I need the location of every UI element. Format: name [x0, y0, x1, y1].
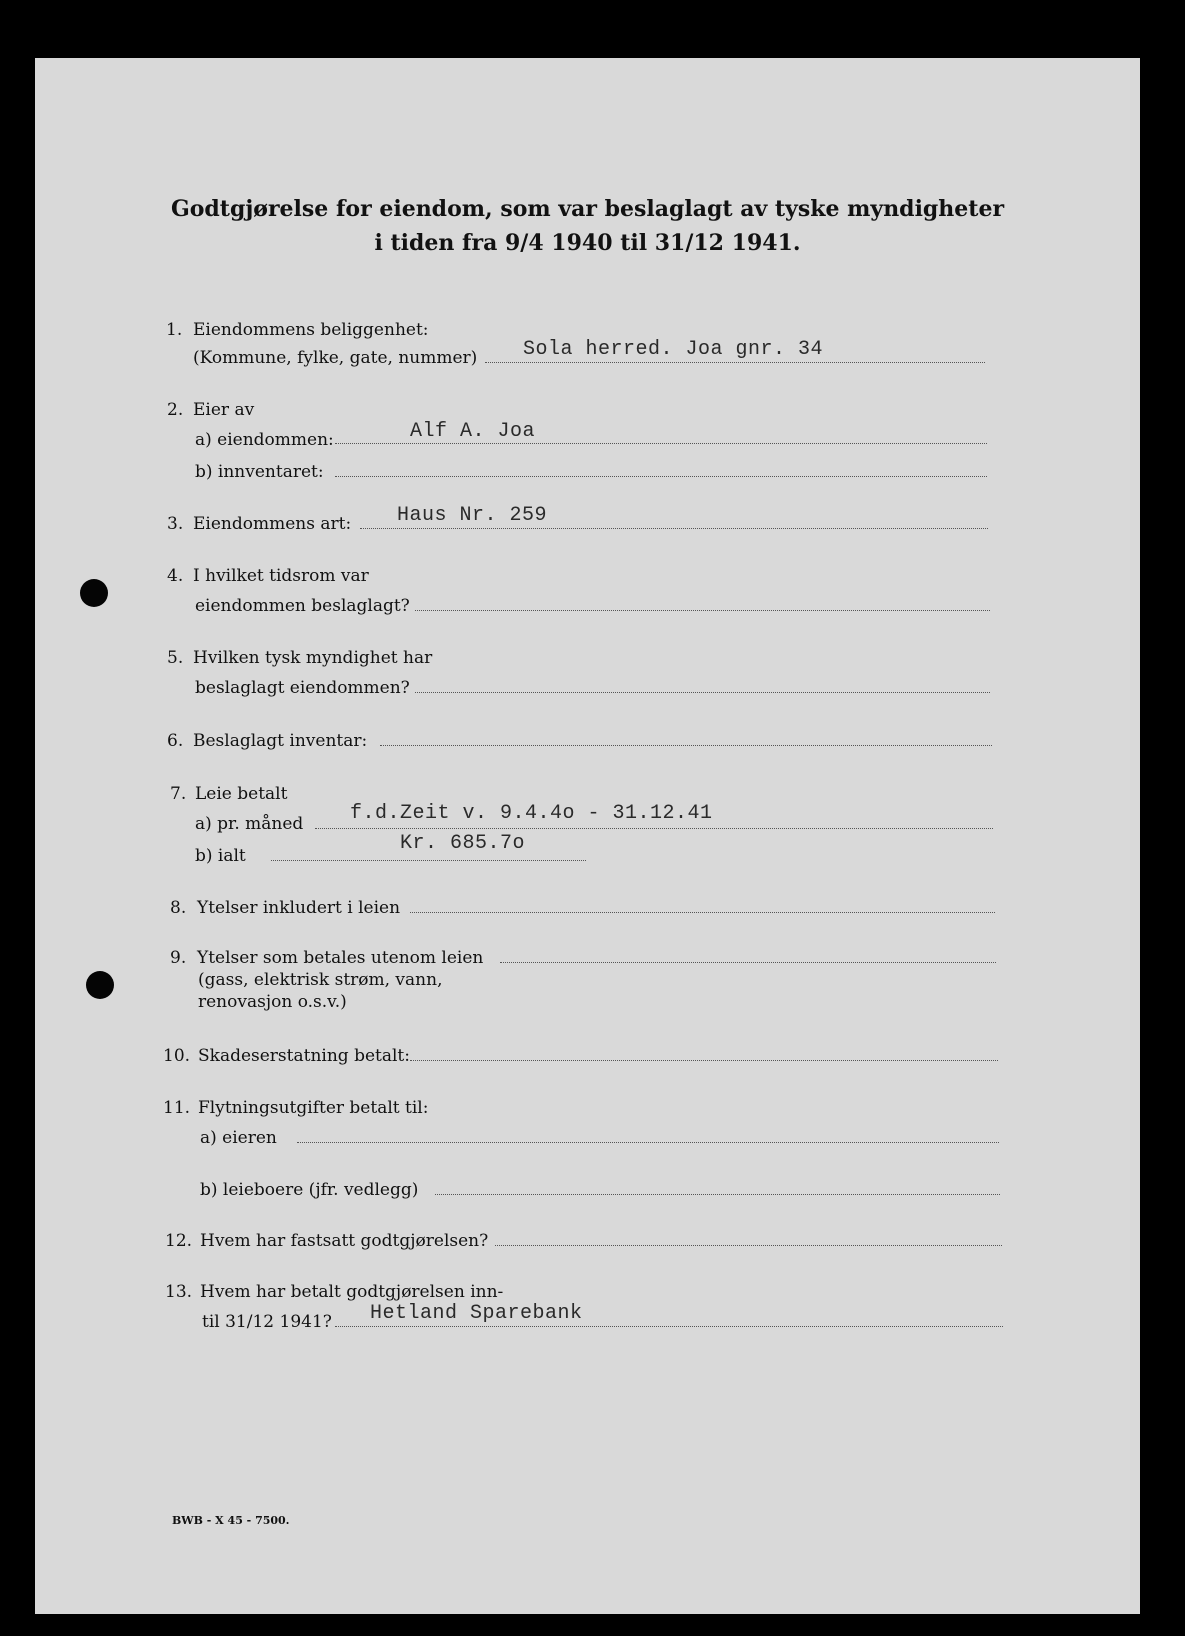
q13-number: 13.: [165, 1282, 193, 1302]
print-code: BWB - X 45 - 7500.: [172, 1514, 290, 1527]
q11-label: Flytningsutgifter betalt til:: [198, 1098, 429, 1118]
q7b-answer-line: [271, 860, 586, 861]
q3-answer-line: [360, 528, 988, 529]
punch-hole-upper: [80, 579, 108, 607]
q11b-answer-line: [435, 1194, 1000, 1195]
q5-answer-line: [415, 692, 990, 693]
q2b-answer-line: [335, 476, 987, 477]
q3-label: Eiendommens art:: [193, 514, 352, 534]
q11-number: 11.: [163, 1098, 191, 1118]
q10-answer-line: [410, 1060, 998, 1061]
q5-sublabel: beslaglagt eiendommen?: [195, 678, 410, 698]
q8-label: Ytelser inkludert i leien: [197, 898, 401, 918]
q13-answer-line: [335, 1326, 1003, 1327]
q1-label: Eiendommens beliggenhet:: [193, 320, 429, 340]
q7b-answer: Kr. 685.7o: [400, 832, 526, 855]
q9-number: 9.: [170, 948, 187, 968]
q6-number: 6.: [167, 731, 184, 751]
q12-label: Hvem har fastsatt godtgjørelsen?: [200, 1231, 489, 1251]
q12-number: 12.: [165, 1231, 193, 1251]
q4-label: I hvilket tidsrom var: [193, 566, 369, 586]
q10-number: 10.: [163, 1046, 191, 1066]
q1-answer-line: [485, 362, 985, 363]
q9-sublabel-2: renovasjon o.s.v.): [198, 992, 347, 1012]
q1-answer: Sola herred. Joa gnr. 34: [523, 338, 824, 361]
q10-label: Skadeserstatning betalt:: [198, 1046, 410, 1066]
q7a-label: a) pr. måned: [195, 814, 304, 834]
q7a-answer-line: [315, 828, 993, 829]
q9-label: Ytelser som betales utenom leien: [197, 948, 484, 968]
q2-number: 2.: [167, 400, 184, 420]
q4-sublabel: eiendommen beslaglagt?: [195, 596, 410, 616]
q11b-label: b) leieboere (jfr. vedlegg): [200, 1180, 419, 1200]
form-sheet: [35, 58, 1140, 1614]
q11a-answer-line: [297, 1142, 999, 1143]
q1-number: 1.: [166, 320, 183, 340]
q11a-label: a) eieren: [200, 1128, 277, 1148]
q4-number: 4.: [167, 566, 184, 586]
form-title-line2: i tiden fra 9/4 1940 til 31/12 1941.: [374, 230, 801, 256]
q1-sublabel: (Kommune, fylke, gate, nummer): [193, 348, 478, 368]
q3-number: 3.: [167, 514, 184, 534]
q5-label: Hvilken tysk myndighet har: [193, 648, 433, 668]
q2-label: Eier av: [193, 400, 255, 420]
q8-number: 8.: [170, 898, 187, 918]
q7b-label: b) ialt: [195, 846, 246, 866]
q13-answer: Hetland Sparebank: [370, 1302, 583, 1325]
q2a-answer-line: [335, 443, 987, 444]
q7-number: 7.: [170, 784, 187, 804]
q3-answer: Haus Nr. 259: [397, 504, 548, 527]
q2a-answer: Alf A. Joa: [410, 420, 536, 443]
q2b-label: b) innventaret:: [195, 462, 324, 482]
q7a-answer: f.d.Zeit v. 9.4.4o - 31.12.41: [350, 802, 713, 825]
q4-answer-line: [415, 610, 990, 611]
form-title-line1: Godtgjørelse for eiendom, som var beslaglagt av tyske myndigheter: [170, 196, 1005, 222]
q9-answer-line: [500, 962, 996, 963]
q5-number: 5.: [167, 648, 184, 668]
q12-answer-line: [495, 1245, 1002, 1246]
q2a-label: a) eiendommen:: [195, 430, 334, 450]
q6-answer-line: [380, 745, 992, 746]
q7-label: Leie betalt: [195, 784, 288, 804]
q6-label: Beslaglagt inventar:: [193, 731, 368, 751]
q8-answer-line: [410, 912, 995, 913]
q9-sublabel-1: (gass, elektrisk strøm, vann,: [198, 970, 443, 990]
q13-label: Hvem har betalt godtgjørelsen inn-: [200, 1282, 504, 1302]
punch-hole-lower: [86, 971, 114, 999]
q13-sublabel: til 31/12 1941?: [202, 1312, 332, 1332]
